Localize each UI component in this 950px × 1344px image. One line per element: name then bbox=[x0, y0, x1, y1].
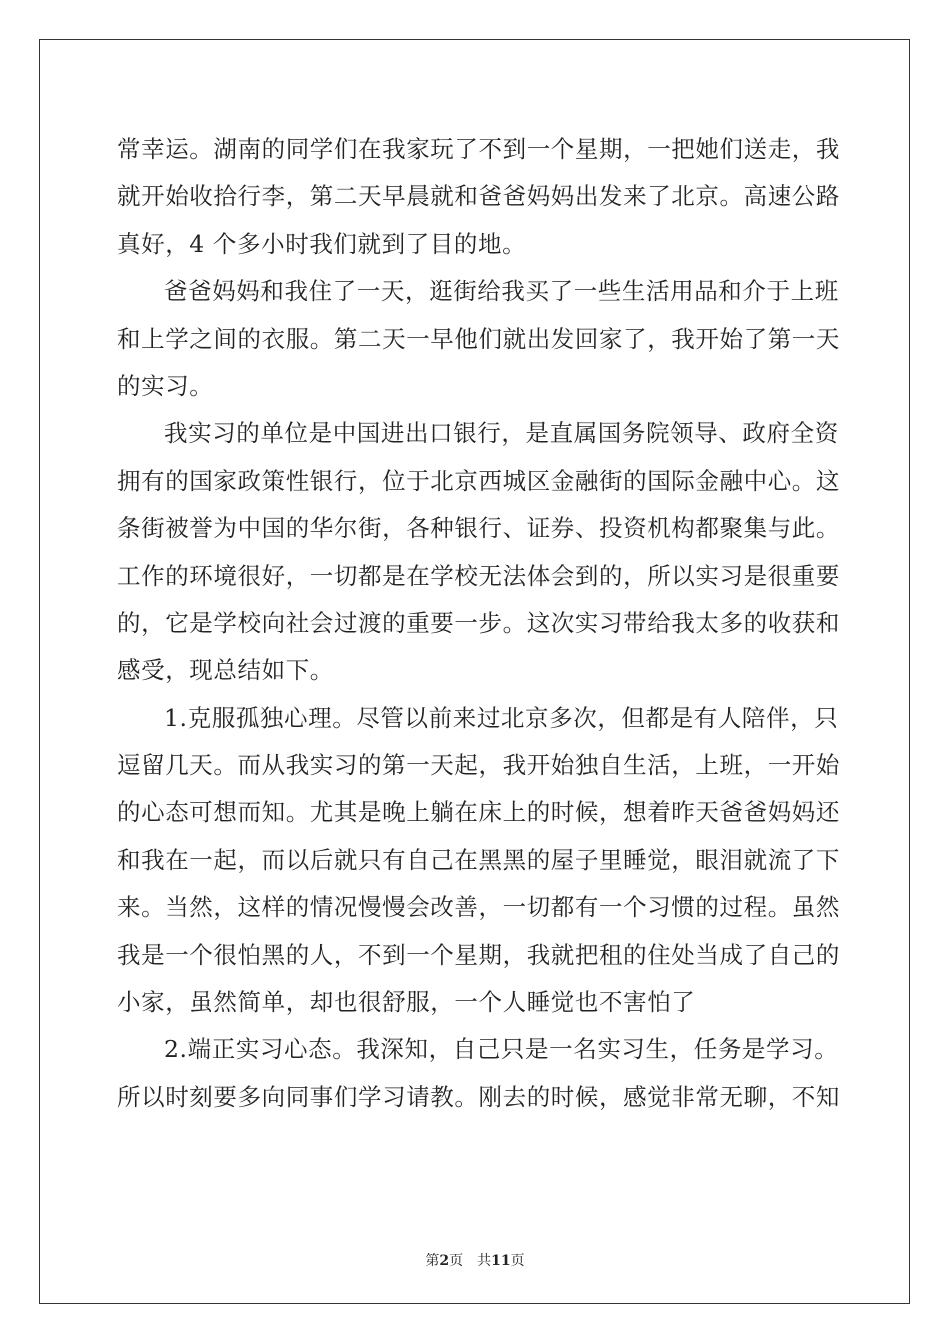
text-line: 的心态可想而知。尤其是晚上躺在床上的时候，想着昨天爸爸妈妈还 bbox=[117, 798, 840, 827]
text-line: 和我在一起，而以后就只有自己在黑黑的屋子里睡觉，眼泪就流了下 bbox=[117, 845, 840, 874]
text-line: 来。当然，这样的情况慢慢会改善，一切都有一个习惯的过程。虽然 bbox=[117, 893, 840, 922]
total-suffix: 页 bbox=[510, 1253, 525, 1269]
paragraph-first-line: 爸爸妈妈和我住了一天，逛街给我买了一些生活用品和介于上班 bbox=[164, 277, 839, 306]
text-line: 条街被誉为中国的华尔街，各种银行、证券、投资机构都聚集与此。 bbox=[117, 514, 840, 543]
text-line: 的实习。 bbox=[117, 371, 214, 400]
page-number: 2 bbox=[439, 1253, 450, 1269]
page-suffix: 页 bbox=[449, 1253, 464, 1269]
text-line: 所以时刻要多向同事们学习请教。刚去的时候，感觉非常无聊，不知 bbox=[117, 1082, 840, 1111]
paragraph-first-line: 2.端正实习心态。我深知，自己只是一名实习生，任务是学习。 bbox=[164, 1035, 839, 1064]
text-line: 我是一个很怕黑的人，不到一个星期，我就把租的住处当成了自己的 bbox=[117, 940, 840, 969]
text-line: 工作的环境很好，一切都是在学校无法体会到的，所以实习是很重要 bbox=[117, 561, 840, 590]
page-footer bbox=[0, 1250, 950, 1270]
total-prefix: 共 bbox=[477, 1253, 492, 1269]
text-line: 常幸运。湖南的同学们在我家玩了不到一个星期，一把她们送走，我 bbox=[117, 135, 840, 163]
total-pages: 11 bbox=[491, 1253, 511, 1269]
page-prefix: 第 bbox=[425, 1253, 440, 1269]
text-line: 小家，虽然简单，却也很舒服，一个人睡觉也不害怕了 bbox=[117, 988, 696, 1017]
paragraph-first-line: 1.克服孤独心理。尽管以前来过北京多次，但都是有人陪伴，只 bbox=[164, 703, 839, 732]
text-line: 的，它是学校向社会过渡的重要一步。这次实习带给我太多的收获和 bbox=[117, 608, 840, 637]
text-line: 真好，4 个多小时我们就到了目的地。 bbox=[117, 229, 527, 258]
document-body bbox=[117, 126, 840, 1121]
text-line: 就开始收拾行李，第二天早晨就和爸爸妈妈出发来了北京。高速公路 bbox=[117, 182, 840, 211]
text-line: 感受，现总结如下。 bbox=[117, 656, 334, 685]
paragraph-first-line: 我实习的单位是中国进出口银行，是直属国务院领导、政府全资 bbox=[164, 419, 839, 448]
text-line: 和上学之间的衣服。第二天一早他们就出发回家了，我开始了第一天 bbox=[117, 324, 840, 353]
text-line: 拥有的国家政策性银行，位于北京西城区金融街的国际金融中心。这 bbox=[117, 466, 840, 495]
text-line: 逗留几天。而从我实习的第一天起，我开始独自生活，上班，一开始 bbox=[117, 751, 840, 780]
